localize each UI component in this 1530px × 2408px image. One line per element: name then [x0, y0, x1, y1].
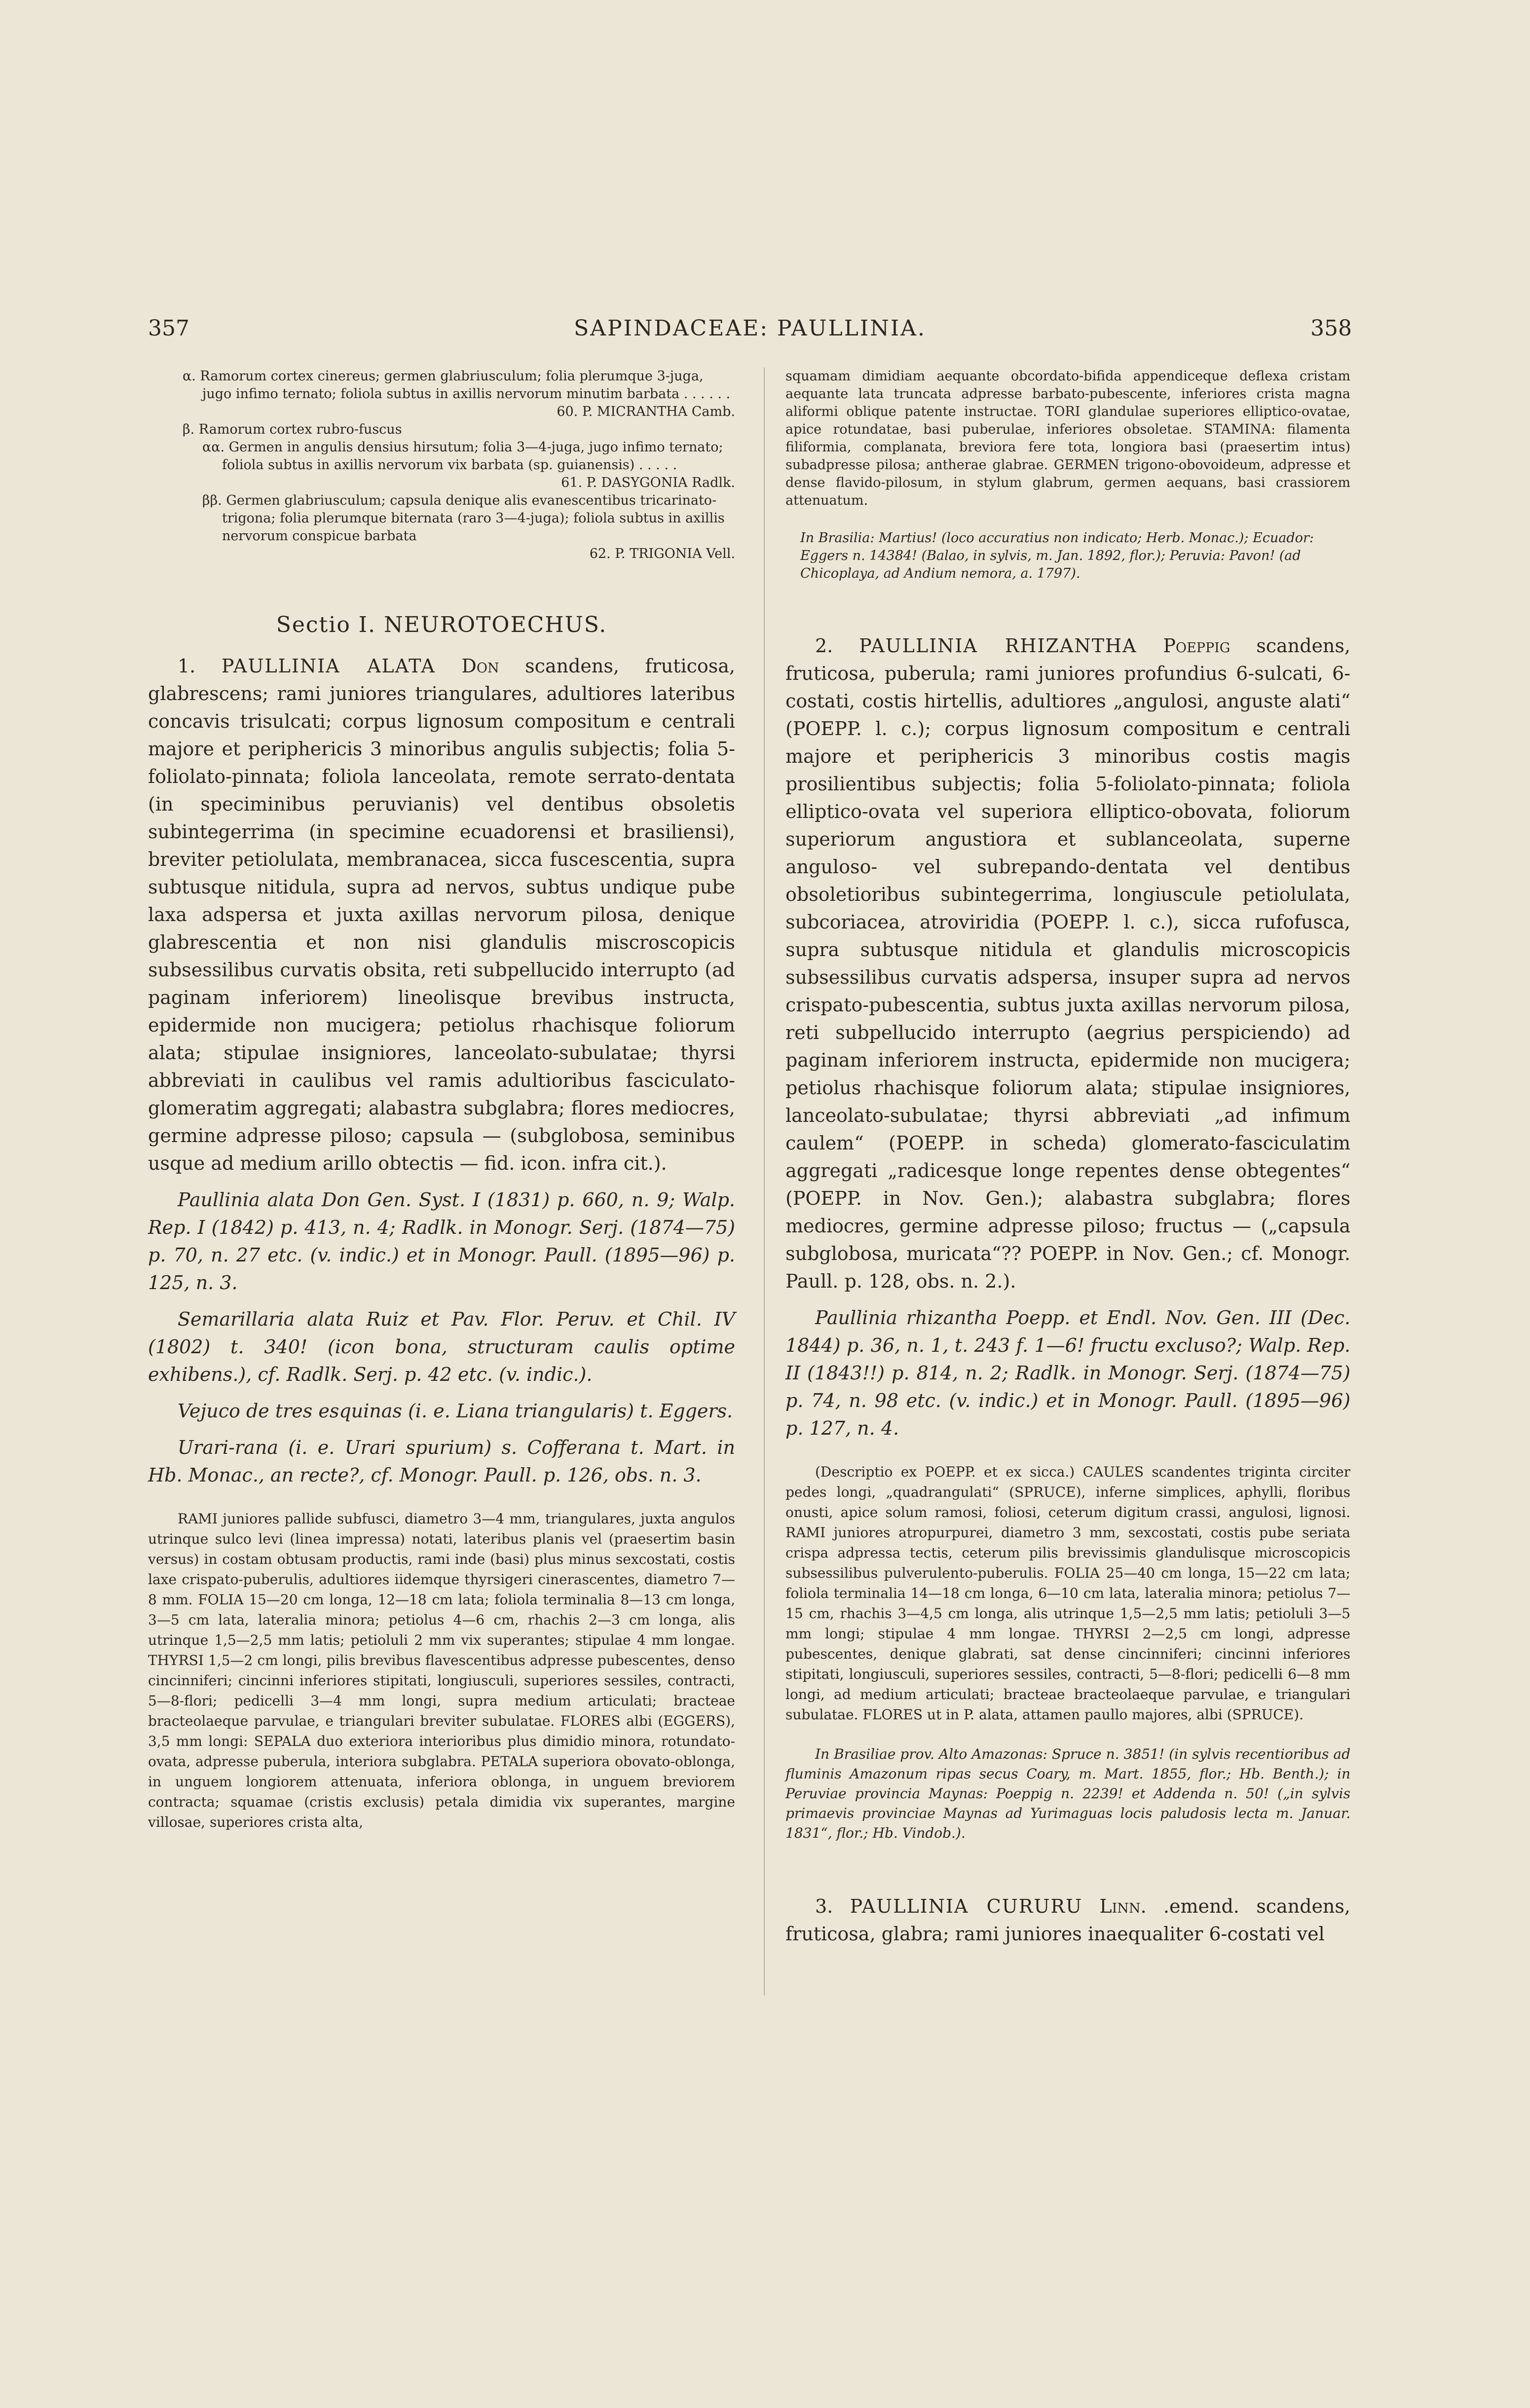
species-name: PAULLINIA ALATA: [221, 655, 436, 677]
species-author: Linn.: [1099, 1895, 1147, 1917]
page-number-right: 358: [1310, 316, 1352, 341]
key-entry: ββ. Germen glabriusculum; capsula denique alis evanescentibus tricarinato-trigona; folia plerumque biternata (raro 3—4-juga); foliola subtus in axillis nervorum conspicue barbata 62. P. TRIGONIA Vell.: [202, 493, 735, 561]
citation: Paullinia alata Don Gen. Syst. I (1831) p. 660, n. 9; Walp. Rep. I (1842) p. 413, n. 4; Radlk. in Monogr. Serj. (1874—75) p. 70, n. 27 etc. (v. indic.) et in Monogr. Paull. (1895—96) p. 125, n. 3.: [148, 1189, 735, 1294]
left-column: [148, 368, 735, 1832]
right-column: [785, 368, 1350, 1948]
distribution: In Brasilia: Martius! (loco accuratius non indicato; Herb. Monac.); Ecuador: Eggers n. 14384! (Balao, in sylvis, m. Jan. 1892, flor.); Peruvia: Pavon! (ad Chicoplaya, ad Andium nemora, a. 1797).: [800, 530, 1314, 581]
species-description: 3. PAULLINIA CURURU Linn. .emend. scandens, fruticosa, glabra; rami juniores inaequaliter 6-costati vel: [785, 1895, 1350, 1945]
morphology-description: RAMI juniores pallide subfusci, diametro 3—4 mm, triangulares, juxta angulos utrinque sulco levi (linea impressa) notati, lateribus planis vel (praesertim basin versus) in costam obtusam productis, rami inde (basi) plus minus sexcostati, costis laxe crispato-puberulis, adultiores iidemque thyrsigeri cinerascentes, diametro 7—8 mm. FOLIA 15—20 cm longa, 12—18 cm lata; foliola terminalia 8—13 cm longa, 3—5 cm lata, lateralia minora; petiolus 4—6 cm, rhachis 2—3 cm longa, alis utrinque 1,5—2,5 mm latis; petioluli 2 mm vix superantes; stipulae 4 mm longae. THYRSI 1,5—2 cm longi, pilis brevibus flavescentibus adpresse pubescentes, denso cincinniferi; cincinni inferiores stipitati, longiusculi, superiores sessiles, contracti, 5—8-flori; pedicelli 3—4 mm longi, supra medium articulati; bracteae bracteolaeque parvulae, e triangulari breviter subulatae. FLORES albi (EGGERS), 3,5 mm longi: SEPALA duo exteriora interioribus plus dimidio minora, rotundato-ovata, adpresse puberula, interiora subglabra. PETALA superiora obovato-oblonga, in unguem longiorem attenuata, inferiora oblonga, in unguem breviorem contracta; squamae (cristis exclusis) petala dimidia vix superantes, margine villosae, superiores crista alta,: [148, 1511, 735, 1830]
species-author: Don: [461, 655, 499, 677]
morphology-description: (Descriptio ex POEPP. et ex sicca.) CAULES scandentes triginta circiter pedes longi, „quadrangulati“ (SPRUCE), inferne simplices, aphylli, floribus onusti, apice solum ramosi, foliosi, ceterum digitum crassi, angulosi, lignosi. RAMI juniores atropurpurei, diametro 3 mm, sexcostati, costis pube seriata crispa adpressa tectis, ceterum pilis brevissimis glandulisque microscopicis subsessilibus pulverulento-puberulis. FOLIA 25—40 cm longa, 15—22 cm lata; foliola terminalia 14—18 cm longa, 6—10 cm lata, lateralia minora; petiolus 7—15 cm, rhachis 3—4,5 cm longa, alis utrinque 1,5—2,5 mm latis; petioluli 3—5 mm longi; stipulae 4 mm longae. THYRSI 2—2,5 cm longi, adpresse pubescentes, denique glabrati, sat dense cincinniferi; cincinni inferiores stipitati, longiusculi, superiores sessiles, contracti, 5—8-flori; pedicelli 6—8 mm longi, ad medium articulati; bracteae bracteolaeque parvulae, e triangulari subulatae. FLORES ut in P. alata, attamen paullo majores, albi (SPRUCE).: [785, 1464, 1350, 1723]
key-entry: α. Ramorum cortex cinereus; germen glabriusculum; folia plerumque 3-juga, jugo infimo ternato; foliola subtus in axillis nervorum minutim barbata . . . . . . 60. P. MICRANTHA Camb.: [183, 369, 735, 419]
section-heading: Sectio I. NEUROTOECHUS.: [276, 612, 607, 637]
citation: Paullinia rhizantha Poepp. et Endl. Nov. Gen. III (Dec. 1844) p. 36, n. 1, t. 243 f. 1—6! fructu excluso?; Walp. Rep. II (1843!!) p. 814, n. 2; Radlk. in Monogr. Serj. (1874—75) p. 74, n. 98 etc. (v. indic.) et in Monogr. Paull. (1895—96) p. 127, n. 4.: [785, 1307, 1350, 1439]
page-number-left: 357: [148, 316, 189, 341]
citation: Semarillaria alata Ruiz et Pav. Flor. Peruv. et Chil. IV (1802) t. 340! (icon bona, structuram caulis optime exhibens.), cf. Radlk. Serj. p. 42 etc. (v. indic.).: [148, 1308, 735, 1385]
species-description: 2. PAULLINIA RHIZANTHA Poeppig scandens, fruticosa, puberula; rami juniores profundius 6-sulcati, 6-costati, costis hirtellis, adultiores „angulosi, anguste alati“ (POEPP. l. c.); corpus lignosum compositum e centrali majore et periphericis 3 minoribus costis magis prosilientibus subjectis; folia 5-foliolato-pinnata; foliola elliptico-ovata vel superiora elliptico-obovata, foliorum superiorum angustiora et sublanceolata, superne anguloso- vel subrepando-dentata vel dentibus obsoletioribus subintegerrima, longiuscule petiolulata, subcoriacea, atroviridia (POEPP. l. c.), sicca rufofusca, supra subtusque nitidula et glandulis microscopicis subsessilibus curvatis adspersa, insuper supra ad nervos crispato-pubescentia, subtus juxta axillas nervorum pilosa, reti subpellucido interrupto (aegrius perspiciendo) ad paginam inferiorem instructa, epidermide non mucigera; petiolus rhachisque foliorum alata; stipulae insigniores, lanceolato-subulatae; thyrsi abbreviati „ad infimum caulem“ (POEPP. in scheda) glomerato-fasciculatim aggregati „radicesque longe repentes dense obtegentes“ (POEPP. in Nov. Gen.); alabastra subglabra; flores mediocres, germine adpresse piloso; fructus — („capsula subglobosa, muricata“?? POEPP. in Nov. Gen.; cf. Monogr. Paull. p. 128, obs. n. 2.).: [785, 635, 1350, 1292]
citation: Urari-rana (i. e. Urari spurium) s. Cofferana t. Mart. in Hb. Monac., an recte?, cf. Monogr. Paull. p. 126, obs. n. 3.: [148, 1437, 735, 1486]
species-author: Poeppig: [1163, 635, 1231, 657]
page-header: [148, 316, 1352, 345]
running-title: SAPINDACEAE: PAULLINIA.: [574, 316, 926, 341]
species-name: PAULLINIA RHIZANTHA: [859, 635, 1137, 657]
species-name: PAULLINIA CURURU: [850, 1895, 1083, 1917]
species-description: 1. PAULLINIA ALATA Don scandens, fruticosa, glabrescens; rami juniores triangulares, adultiores lateribus concavis trisulcati; corpus lignosum compositum e centrali majore et periphericis 3 minoribus angulis subjectis; folia 5-foliolato-pinnata; foliola lanceolata, remote serrato-dentata (in speciminibus peruvianis) vel dentibus obsoletis subintegerrima (in specimine ecuadorensi et brasiliensi), breviter petiolulata, membranacea, sicca fuscescentia, supra subtusque nitidula, supra ad nervos, subtus undique pube laxa adspersa et juxta axillas nervorum pilosa, denique glabrescentia et non nisi glandulis miscroscopicis subsessilibus curvatis obsita, reti subpellucido interrupto (ad paginam inferiorem) lineolisque brevibus instructa, epidermide non mucigera; petiolus rhachisque foliorum alata; stipulae insigniores, lanceolato-subulatae; thyrsi abbreviati in caulibus vel ramis adultioribus fasciculato-glomeratim aggregati; alabastra subglabra; flores mediocres, germine adpresse piloso; capsula — (subglobosa, seminibus usque ad medium arillo obtectis — fid. icon. infra cit.).: [148, 655, 735, 1174]
key-entry: β. Ramorum cortex rubro-fuscus: [183, 422, 402, 437]
distribution: In Brasiliae prov. Alto Amazonas: Spruce n. 3851! (in sylvis recentioribus ad fluminis Amazonum ripas secus Coary, m. Mart. 1855, flor.; Hb. Benth.); in Peruviae provincia Maynas: Poeppig n. 2239! et Addenda n. 50! („in sylvis primaevis provinciae Maynas ad Yurimaguas locis paludosis lecta m. Januar. 1831“, flor.; Hb. Vindob.).: [785, 1746, 1350, 1841]
morphology-description-continued: squamam dimidiam aequante obcordato-bifida appendiceque deflexa cristam aequante lata truncata adpresse barbato-pubescente, inferiores crista magna aliformi oblique patente instructae. TORI glandulae superiores elliptico-ovatae, apice rotundatae, basi puberulae, inferiores obsoletae. STAMINA: filamenta filiformia, complanata, breviora fere tota, longiora basi (praesertim intus) subadpresse pilosa; antherae glabrae. GERMEN trigono-obovoideum, adpresse et dense flavido-pilosum, in stylum glabrum, germen aequans, basi crassiorem attenuatum.: [785, 369, 1350, 508]
citation: Vejuco de tres esquinas (i. e. Liana triangularis) t. Eggers.: [178, 1400, 733, 1422]
column-divider: [764, 368, 765, 1996]
key-entry: αα. Germen in angulis densius hirsutum; folia 3—4-juga, jugo infimo ternato; foliola subtus in axillis nervorum vix barbata (sp. guianensis) . . . . . 61. P. DASYGONIA Radlk.: [202, 440, 735, 490]
